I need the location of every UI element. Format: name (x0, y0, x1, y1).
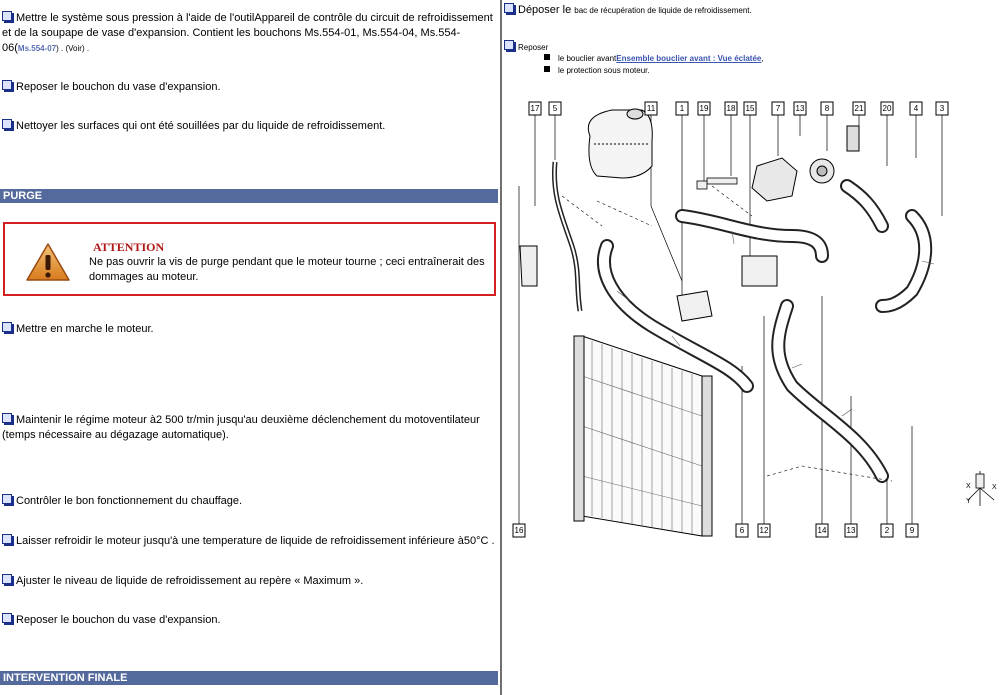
step-text: Reposer (518, 43, 549, 52)
callout-label: 13 (846, 526, 856, 535)
step-text: Reposer le bouchon du vase d'expansion. (16, 614, 221, 626)
sub-item-undertray (544, 65, 650, 76)
step-level (2, 574, 498, 589)
callout-label: 14 (817, 526, 827, 535)
callout-label: 19 (699, 104, 709, 113)
step-heating (2, 494, 498, 509)
tool-link[interactable]: Ms.554-07 (17, 44, 57, 53)
warning-icon (25, 242, 71, 282)
bullet-icon (504, 40, 514, 50)
cooling-system-exploded-diagram (502, 96, 1000, 546)
callout-label: 12 (759, 526, 769, 535)
square-bullet-icon (544, 54, 550, 60)
attention-text: Ne pas ouvrir la vis de purge pendant que le moteur tourne ; ceci entraînerait des dommages au moteur. (89, 256, 485, 283)
bullet-icon (2, 119, 12, 129)
callout-label: 6 (739, 526, 745, 535)
callout-label: 5 (552, 104, 558, 113)
sub-text: le protection sous moteur. (558, 66, 650, 75)
callout-label: 7 (775, 104, 781, 113)
callout-label: 20 (882, 104, 892, 113)
bullet-icon (2, 80, 12, 90)
square-bullet-icon (544, 66, 550, 72)
sub-item-bumper (544, 53, 764, 64)
callout-label: 2 (884, 526, 890, 535)
callout-label: 3 (939, 104, 945, 113)
bullet-icon (504, 3, 514, 13)
step-rpm (2, 413, 498, 443)
step-text: Mettre en marche le moteur. (16, 323, 154, 335)
bullet-icon (2, 534, 12, 544)
axis-indicator-icon (968, 471, 994, 506)
section-final-header: INTERVENTION FINALE (0, 671, 498, 685)
left-pane (0, 0, 499, 695)
callout-label: 15 (745, 104, 755, 113)
step-start-engine (2, 322, 498, 337)
bumper-exploded-view-link[interactable]: Ensemble bouclier avant : Vue éclatée (616, 54, 762, 63)
callout-label: 13 (795, 104, 805, 113)
callout-label: 4 (913, 104, 919, 113)
step-text: Reposer le bouchon du vase d'expansion. (16, 81, 221, 93)
bullet-icon (2, 494, 12, 504)
step-subtext: bac de récupération de liquide de refroidissement. (574, 6, 752, 15)
callout-label: 8 (824, 104, 830, 113)
step-refit-cap (2, 80, 498, 95)
step-refit-cap-2 (2, 613, 498, 628)
callout-label: 11 (646, 104, 656, 113)
callout-label: 17 (530, 104, 540, 113)
step-clean (2, 119, 498, 134)
callout-label: 16 (514, 526, 524, 535)
sub-text: , (761, 54, 764, 63)
step-cool (2, 534, 498, 549)
step-remove-tray (504, 3, 752, 18)
bullet-icon (2, 11, 12, 21)
axis-label: Y (966, 498, 971, 505)
right-pane (502, 0, 1000, 695)
bullet-icon (2, 574, 12, 584)
step-pressurize (2, 11, 498, 56)
bottom-callouts (513, 524, 918, 537)
section-purge-header: PURGE (0, 189, 498, 203)
top-callouts (529, 102, 948, 115)
callout-label: 18 (726, 104, 736, 113)
bullet-icon (2, 413, 12, 423)
see-link[interactable]: ) . (Voir) . (56, 44, 90, 53)
attention-box (3, 222, 496, 296)
bullet-icon (2, 613, 12, 623)
axis-label: X (966, 483, 971, 490)
step-text: Maintenir le régime moteur à2 500 tr/min jusqu'au deuxième déclenchement du motoventilateur (temps nécessaire au dégazage automatique). (2, 414, 480, 441)
step-text: Ajuster le niveau de liquide de refroidissement au repère « Maximum ». (16, 575, 364, 587)
step-text: Laisser refroidir le moteur jusqu'à une temperature de liquide de refroidissement inférieure à50°C . (16, 535, 495, 547)
step-text: Déposer le (518, 4, 572, 16)
step-text: Contrôler le bon fonctionnement du chauffage. (16, 495, 243, 507)
callout-label: 9 (909, 526, 915, 535)
callout-label: 1 (679, 104, 685, 113)
axis-label: X (992, 484, 997, 491)
sub-text: le bouclier avant (558, 54, 617, 63)
callout-label: 21 (854, 104, 864, 113)
bullet-icon (2, 322, 12, 332)
step-text: Mettre le système sous pression à l'aide de l'outilAppareil de contrôle du circuit de refroidissement et de la soupape de vase d'expansion. Contient les bouchons Ms.554-01, Ms.554-04, Ms.554-06( (2, 12, 493, 54)
attention-title: ATTENTION (93, 240, 165, 254)
step-text: Nettoyer les surfaces qui ont été souillées par du liquide de refroidissement. (16, 120, 386, 132)
step-refit (504, 40, 548, 55)
